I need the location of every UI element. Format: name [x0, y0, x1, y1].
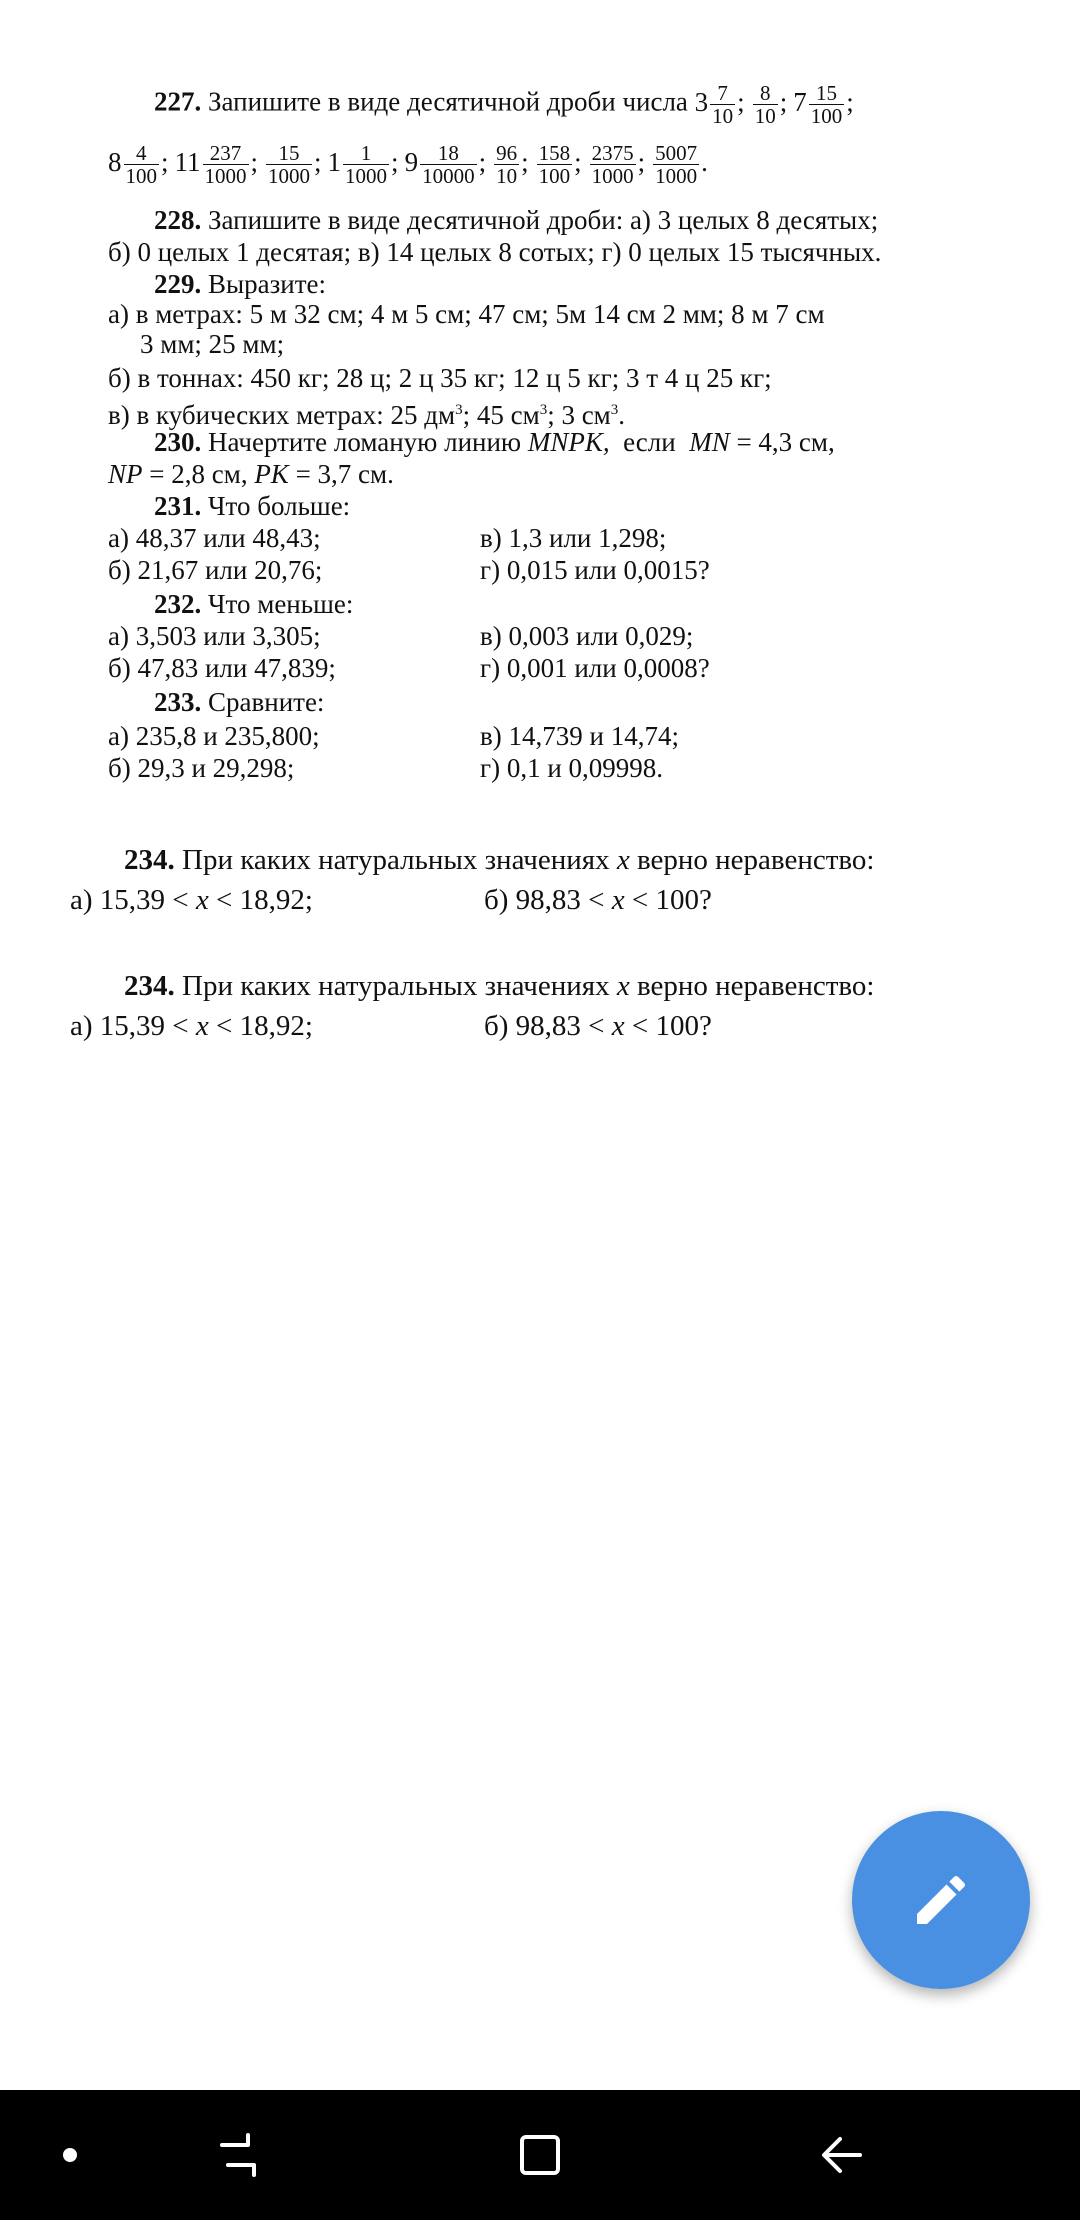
separator: ; [637, 146, 646, 177]
problem-233-title [154, 686, 324, 718]
problem-title: Что больше: [208, 491, 351, 521]
whole-part: 9 [404, 146, 419, 177]
problem-number: 234. [124, 970, 175, 1002]
home-icon [514, 2129, 566, 2181]
problem-234-a [70, 884, 313, 916]
fraction [420, 142, 477, 187]
separator: . [701, 146, 708, 177]
superscript: 3 [610, 402, 619, 418]
fraction [653, 142, 699, 187]
problem-item: ; 3 см [547, 400, 611, 430]
problem-item: б) 98,83 < [484, 1010, 605, 1042]
variable: x [195, 1010, 209, 1042]
problem-234-b [484, 884, 712, 916]
fraction [590, 142, 636, 187]
numerator: 1 [343, 142, 389, 165]
separator: ; [161, 146, 169, 177]
numerator: 8 [753, 82, 778, 105]
problem-number: 227. [154, 86, 202, 117]
numerator: 7 [710, 82, 735, 105]
variable: x [616, 970, 630, 1002]
problem-233-b [108, 752, 294, 784]
numerator: 15 [809, 82, 845, 105]
variable: x [195, 884, 209, 916]
denominator: 10 [496, 164, 518, 188]
denominator: 1000 [204, 164, 247, 188]
recent-apps-icon [212, 2129, 264, 2181]
problem-230-line2 [108, 458, 394, 490]
problem-item: < 100? [631, 1010, 712, 1042]
fraction [753, 82, 778, 127]
problem-234-line1-duplicate [124, 970, 874, 1002]
problem-text: = 4,3 см, [736, 427, 835, 457]
numerator: 5007 [655, 141, 698, 165]
separator: ; [846, 86, 854, 117]
problem-233-g [480, 752, 663, 784]
denominator: 100 [810, 104, 843, 128]
separator: ; [478, 146, 487, 177]
numerator: 2375 [591, 141, 634, 165]
whole-part: 11 [174, 146, 201, 177]
problem-item: г) 0,015 или 0,0015? [480, 555, 710, 585]
recent-apps-button[interactable] [198, 2115, 278, 2195]
whole-part: 3 [694, 86, 709, 117]
problem-title: Сравните: [208, 687, 325, 717]
problem-231-g [480, 554, 710, 586]
problem-text: верно неравенство: [637, 970, 875, 1002]
denominator: 10 [712, 104, 734, 128]
mixed-number [793, 81, 854, 128]
problem-number: 229. [154, 269, 202, 299]
problem-item: в) 1,3 или 1,298; [480, 523, 667, 553]
problem-item: 3 мм; 25 мм; [140, 329, 285, 359]
problem-228-line1 [154, 204, 878, 236]
nav-dot-button[interactable] [30, 2115, 110, 2195]
problem-229-b [108, 362, 772, 394]
problem-232-title [154, 588, 353, 620]
separator: ; [779, 86, 788, 117]
problem-text: верно неравенство: [637, 844, 875, 876]
variable: NP [108, 459, 143, 489]
separator: ; [521, 146, 529, 177]
problem-item: . [618, 400, 626, 430]
whole-part: 1 [327, 146, 342, 177]
problem-item: а) в метрах: 5 м 32 см; 4 м 5 см; 47 см; 5м 14 см 2 мм; 8 м 7 см [108, 299, 825, 329]
pencil-icon [909, 1868, 973, 1932]
problem-item: б) 21,67 или 20,76; [108, 555, 323, 585]
edit-fab-button[interactable] [852, 1811, 1030, 1989]
problem-231-a [108, 522, 321, 554]
problem-title: Что меньше: [208, 589, 354, 619]
fraction [809, 82, 845, 127]
problem-233-v [480, 720, 679, 752]
fraction [343, 142, 389, 187]
problem-text: = 2,8 см, [149, 459, 248, 489]
problem-number: 234. [124, 844, 175, 876]
variable: x [616, 844, 630, 876]
fraction [266, 142, 312, 187]
fraction-list [694, 81, 860, 128]
variable: MNPK, [527, 427, 610, 457]
separator: ; [250, 146, 259, 177]
problem-item: а) 15,39 < [70, 884, 189, 916]
mixed-number [694, 81, 745, 128]
problem-232-b [108, 652, 336, 684]
numerator: 18 [420, 142, 477, 165]
whole-part: 7 [793, 86, 807, 117]
problem-item: а) 235,8 и 235,800; [108, 721, 320, 751]
problem-230-line1 [154, 426, 835, 458]
numerator: 4 [124, 142, 160, 165]
problem-title: Выразите: [208, 269, 327, 299]
mixed-number [651, 141, 708, 188]
problem-item: ; 45 см [462, 400, 540, 430]
mixed-number [535, 141, 582, 188]
problem-text: б) 0 целых 1 десятая; в) 14 целых 8 сотых; г) 0 целых 15 тысячных. [108, 237, 882, 267]
mixed-number [264, 141, 322, 188]
problem-number: 231. [154, 491, 202, 521]
problem-text: Запишите в виде десятичной дроби: а) 3 целых 8 десятых; [208, 205, 879, 235]
problem-text: = 3,7 см. [295, 459, 394, 489]
problem-number: 230. [154, 427, 202, 457]
problem-item: а) 3,503 или 3,305; [108, 621, 321, 651]
separator: ; [737, 86, 745, 117]
variable: x [611, 884, 625, 916]
problem-228-line2 [108, 236, 881, 268]
numerator: 15 [266, 142, 312, 165]
variable: x [611, 1010, 625, 1042]
dot-icon [60, 2145, 80, 2165]
problem-231-title [154, 490, 350, 522]
problem-item: < 100? [631, 884, 712, 916]
problem-232-v [480, 620, 693, 652]
denominator: 100 [125, 164, 157, 188]
problem-number: 233. [154, 687, 202, 717]
variable: MN [689, 427, 730, 457]
fraction [494, 142, 519, 187]
problem-number: 228. [154, 205, 202, 235]
mixed-number [751, 81, 788, 128]
fraction [537, 142, 573, 187]
problem-231-b [108, 554, 322, 586]
problem-232-a [108, 620, 321, 652]
mixed-number [588, 141, 646, 188]
problem-text: Начертите ломаную линию [208, 427, 522, 457]
problem-item: б) 29,3 и 29,298; [108, 753, 295, 783]
mixed-number [174, 141, 259, 188]
problem-227-line2 [108, 142, 714, 187]
problem-item: б) 47,83 или 47,839; [108, 653, 336, 683]
problem-item: < 18,92; [216, 884, 313, 916]
problem-item: г) 0,001 или 0,0008? [480, 653, 710, 683]
problem-232-g [480, 652, 710, 684]
back-icon [816, 2129, 868, 2181]
problem-item: б) в тоннах: 450 кг; 28 ц; 2 ц 35 кг; 12 ц 5 кг; 3 т 4 ц 25 кг; [108, 363, 772, 393]
denominator: 1000 [268, 164, 311, 188]
problem-item: в) 0,003 или 0,029; [480, 621, 694, 651]
numerator: 158 [538, 141, 571, 165]
problem-229-a1 [108, 298, 825, 330]
problem-item: б) 98,83 < [484, 884, 605, 916]
problem-234-a-duplicate [70, 1010, 313, 1042]
fraction-list [108, 141, 714, 188]
back-button[interactable] [802, 2115, 882, 2195]
denominator: 10 [754, 104, 776, 128]
problem-item: < 18,92; [216, 1010, 313, 1042]
denominator: 1000 [655, 164, 698, 188]
numerator: 237 [203, 142, 249, 165]
problem-227-line1 [154, 82, 860, 127]
variable: PK [254, 459, 289, 489]
problem-231-v [480, 522, 666, 554]
mixed-number [404, 141, 487, 188]
problem-234-line1 [124, 844, 874, 876]
whole-part: 8 [108, 146, 122, 177]
superscript: 3 [455, 402, 463, 418]
separator: ; [391, 146, 399, 177]
problem-229-title [154, 268, 326, 300]
problem-item: г) 0,1 и 0,09998. [480, 753, 664, 783]
problem-text: если [623, 427, 676, 457]
home-button[interactable] [500, 2115, 580, 2195]
denominator: 1000 [591, 164, 634, 188]
problem-text: При каких натуральных значениях [182, 844, 610, 876]
fraction [710, 82, 735, 127]
mixed-number [327, 141, 399, 188]
problem-item: а) 48,37 или 48,43; [108, 523, 321, 553]
problem-234-b-duplicate [484, 1010, 712, 1042]
problem-item: в) в кубических метрах: 25 дм [108, 400, 456, 430]
problem-item: в) 14,739 и 14,74; [480, 721, 679, 751]
denominator: 100 [538, 164, 571, 188]
problem-number: 232. [154, 589, 202, 619]
problem-item: а) 15,39 < [70, 1010, 189, 1042]
mixed-number [492, 141, 529, 188]
denominator: 1000 [345, 164, 388, 188]
problem-233-a [108, 720, 320, 752]
separator: ; [314, 146, 322, 177]
separator: ; [574, 146, 582, 177]
fraction [203, 142, 249, 187]
fraction [124, 142, 160, 187]
superscript: 3 [539, 402, 548, 418]
mixed-number [108, 141, 169, 188]
problem-text: Запишите в виде десятичной дроби числа [208, 86, 688, 117]
problem-229-a2 [140, 328, 284, 360]
problem-text: При каких натуральных значениях [182, 970, 610, 1002]
system-navigation-bar [0, 2090, 1080, 2220]
denominator: 10000 [422, 164, 475, 188]
numerator: 96 [496, 141, 518, 165]
